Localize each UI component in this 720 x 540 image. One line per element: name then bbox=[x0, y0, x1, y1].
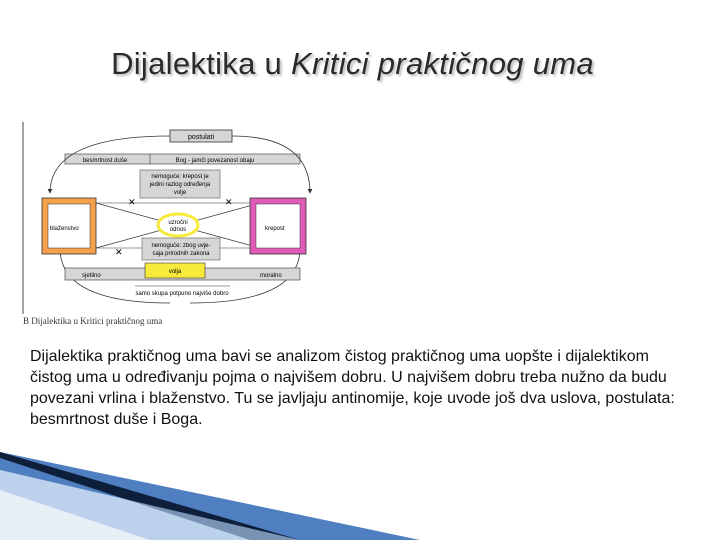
volja-label: volja bbox=[168, 269, 182, 275]
besmrtnost-label: besmrtnost duše bbox=[82, 158, 128, 164]
title-italic: Kritici praktičnog uma bbox=[291, 46, 594, 81]
slide-title bbox=[0, 46, 705, 82]
najvise-dobro-label: samo skupa potpuno najviše dobro bbox=[135, 291, 229, 297]
nemoguce-top-line3: volje bbox=[173, 190, 187, 196]
moralno-label: moralno bbox=[260, 273, 282, 279]
cross-mark-1: ✕ bbox=[128, 197, 136, 207]
krepost-label: krepost bbox=[265, 226, 285, 232]
bog-label: Bog - jamči povezanost obaju bbox=[175, 158, 255, 164]
postulati-label: postulati bbox=[187, 134, 215, 141]
nemoguce-bottom-line1: nemoguće: zbog uvje- bbox=[151, 243, 211, 249]
uzrocni-line2: odnos bbox=[169, 227, 187, 233]
title-plain: Dijalektika u bbox=[111, 46, 291, 81]
cross-mark-2: ✕ bbox=[225, 197, 233, 207]
decorative-stripe bbox=[0, 450, 420, 540]
nemoguce-bottom-line2: caja prirodnih zakona bbox=[152, 251, 210, 257]
nemoguce-top-line1: nemoguće: krepost je bbox=[151, 174, 209, 180]
body-paragraph: Dijalektika praktičnog uma bavi se analizom čistog praktičnog uma uopšte i dijalektikom čistog uma u određivanju pojma o najvišem dobru. U najvišem dobru treba nužno da budu povezani vrlina i blaženstvo. Tu se javljaju antinomije, koje uvode još dva uslova, postulata: besmrtnost duše i Boga. bbox=[30, 348, 675, 428]
cross-mark-3: ✕ bbox=[115, 247, 123, 257]
uzrocni-line1: uzročni bbox=[168, 220, 188, 226]
diagram-caption: B Dijalektika u Kritici praktičnog uma bbox=[23, 316, 163, 326]
right-arc bbox=[232, 136, 310, 193]
sjetilno-label: sjetilno bbox=[82, 273, 101, 279]
nemoguce-top-line2: jedini razlog određenja bbox=[149, 182, 211, 188]
blazenstvo-label: blaženstvo bbox=[50, 226, 79, 232]
dialectic-diagram bbox=[20, 108, 330, 330]
